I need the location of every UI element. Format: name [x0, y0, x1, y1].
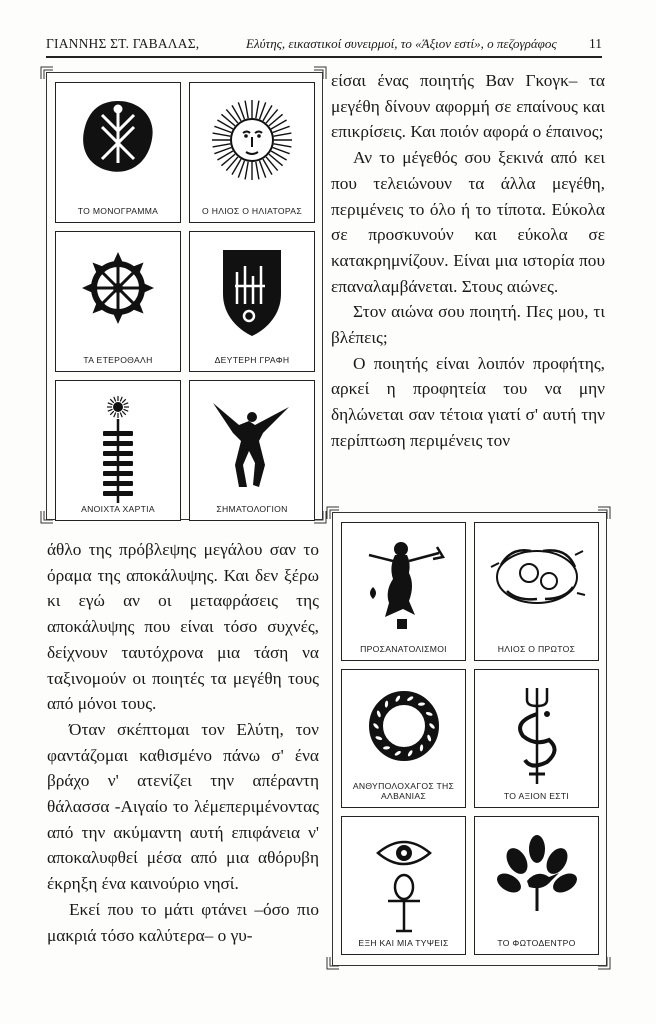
shield-icon: [219, 246, 285, 338]
header-author: ΓΙΑΝΝΗΣ ΣΤ. ΓΑΒΑΛΑΣ,: [46, 36, 200, 51]
header-rule: [46, 56, 602, 58]
wreath-icon: [362, 684, 446, 768]
emblem-caption: Ο ΗΛΙΟΣ Ο ΗΛΙΑΤΟΡΑΣ: [202, 206, 302, 216]
emblem-caption: ΤΟ ΑΞΙΟΝ ΕΣΤΙ: [503, 791, 570, 801]
paragraph: Όταν σκέπτομαι τον Ελύτη, τον φαντάζομαι καθισμένο πάνω σ' ένα βράχο ν' ατενίζει την απέραντη θάλασσα -Αιγαίο το λέμεπεριμένοντας από την ακύμαντη αυτή επιφάνεια ν' αποκαλυφθεί μέσα από μια αθόρυβη έκρηξη ένα καινούριο νησί.: [47, 719, 319, 894]
emblem-tile: [189, 82, 315, 223]
paragraph: Εκεί που το μάτι φτάνει –όσο πιο μακριά τόσο καλύτερα– ο γυ-: [47, 899, 319, 945]
paragraph: άθλο της πρόβλεψης μεγάλου σαν το όραμα της αποκάλυψης. Και δεν ξέρω κι εγώ αν οι μεταφράσεις της αποκάλυψης που είναι τόσο συχνές, δείχνουν ταυτόχρονα μια τάση να ταξινομούν οι ποιητές τα μεγέθη τους από μόνοι τους.: [47, 540, 319, 714]
emblem-tile: [189, 380, 315, 521]
emblem-caption: ΤΟ ΦΩΤΟΔΕΝΤΡΟ: [497, 938, 576, 948]
emblem-caption: ΤΑ ΕΤΕΡΟΘΑΛΗ: [83, 355, 153, 365]
corner-ornament-icon: [313, 510, 327, 524]
emblem-tile: [55, 380, 181, 521]
wheel-icon: [76, 246, 160, 330]
emblem-tile: [341, 522, 466, 661]
emblem-caption: ΤΟ ΜΟΝΟΓΡΑΜΜΑ: [77, 206, 159, 216]
paragraph: Στον αιώνα σου ποιητή. Πες μου, τι βλέπεις;: [331, 302, 605, 348]
emblem-tile: [55, 231, 181, 372]
winged-figure-icon: [209, 395, 295, 491]
mermaid-icon: [359, 537, 449, 633]
paragraph: Αν το μέγεθός σου ξεκινά από κει που τελειώνουν τα άλλα μεγέθη, περιμένεις το όλο ή το τίποτα. Εύκολα σε προσκυνούν και εύκολα σε κατακρημνίζουν. Είναι μια ιστορία που επαναλαμβάνεται. Στους αιώνες.: [331, 148, 605, 296]
figure-grid-top: [55, 82, 315, 521]
emblem-caption: ΠΡΟΣΑΝΑΤΟΛΙΣΜΟΙ: [360, 644, 447, 654]
emblem-caption: ΗΛΙΟΣ Ο ΠΡΩΤΟΣ: [497, 644, 576, 654]
corner-ornament-icon: [597, 956, 611, 970]
corner-ornament-icon: [326, 506, 340, 520]
running-header: [46, 34, 602, 56]
header-title: Ελύτης, εικαστικοί συνειρμοί, το «Άξιον εστί», ο πεζογράφος: [246, 36, 557, 51]
paragraph: Ο ποιητής είναι λοιπόν προφήτης, αρκεί η προφητεία του να μην δηλώνεται σαν τέτοια γιατί σ' αυτή την περίπτωση περιμένεις τον: [331, 353, 605, 450]
emblem-tile: [55, 82, 181, 223]
emblem-caption: ΑΝΘΥΠΟΛΟΧΑΓΟΣ ΤΗΣ ΑΛΒΑΝΙΑΣ: [352, 781, 455, 801]
emblem-tile: [341, 669, 466, 808]
corner-ornament-icon: [313, 66, 327, 80]
cherub-icon: [487, 537, 587, 613]
emblem-tile: [474, 816, 599, 955]
emblem-tile: [341, 816, 466, 955]
emblem-caption: ΕΞΗ ΚΑΙ ΜΙΑ ΤΥΨΕΙΣ: [358, 938, 449, 948]
bird-tree-icon: [487, 831, 587, 917]
page-number: 11: [589, 36, 602, 51]
emblem-caption: ΔΕΥΤΕΡΗ ΓΡΑΦΗ: [214, 355, 290, 365]
totem-icon: [95, 395, 141, 507]
monogram-icon: [78, 97, 158, 177]
corner-ornament-icon: [326, 956, 340, 970]
emblem-caption: ΑΝΟΙΧΤΑ ΧΑΡΤΙΑ: [81, 504, 155, 514]
corner-ornament-icon: [40, 510, 54, 524]
emblem-caption: ΣΗΜΑΤΟΛΟΓΙΟΝ: [216, 504, 288, 514]
figure-grid-bottom: [341, 522, 599, 955]
paragraph: είσαι ένας ποιητής Βαν Γκογκ– τα μεγέθη δίνουν αφορμή σε επαίνους και επικρίσεις. Και ποιόν αφορά ο έπαινος;: [331, 71, 605, 142]
sun-face-icon: [209, 97, 295, 183]
corner-ornament-icon: [40, 66, 54, 80]
emblem-tile: [474, 522, 599, 661]
left-text-column: [47, 537, 319, 948]
emblem-tile: [474, 669, 599, 808]
corner-ornament-icon: [597, 506, 611, 520]
emblem-tile: [189, 231, 315, 372]
trident-serpent-icon: [507, 684, 567, 788]
eye-ankh-icon: [374, 831, 434, 935]
right-text-column: [331, 68, 605, 454]
